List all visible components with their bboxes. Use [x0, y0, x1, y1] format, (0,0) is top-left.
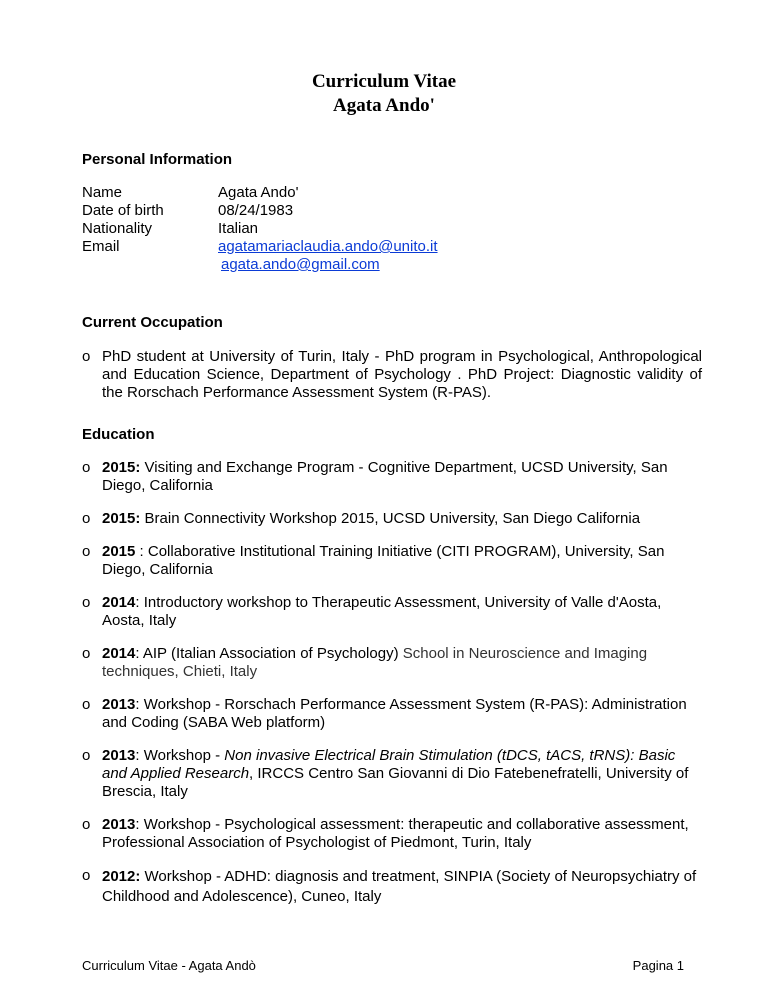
education-year: 2015 [102, 543, 136, 560]
education-text: Visiting and Exchange Program - Cognitive Department, UCSD University, San Diego, California [102, 459, 668, 494]
education-text: Workshop - ADHD: diagnosis and treatment, SINPIA (Society of Neuropsychiatry of Childhood and Adolescence), Cuneo, Italy [102, 868, 697, 905]
footer-left: Curriculum Vitae - Agata Andò [82, 958, 256, 973]
bullet-icon: o [82, 747, 91, 764]
bullet-icon: o [82, 594, 91, 611]
bullet-icon: o [82, 459, 91, 476]
bullet-icon: o [82, 348, 91, 365]
label-nationality: Nationality [82, 220, 153, 237]
document-subtitle-name: Agata Ando' [333, 95, 435, 116]
value-date-of-birth: 08/24/1983 [218, 202, 294, 219]
email-link-gmail[interactable]: agata.ando@gmail.com [221, 256, 380, 273]
occupation-text: PhD student at University of Turin, Italy - PhD program in Psychological, Anthropological and Education Science, Department of Psychology . PhD Project: Diagnostic validity of the Rorschach Performance Assessment System (R-PAS). [102, 348, 702, 401]
education-text: : Collaborative Institutional Training Initiative (CITI PROGRAM), University, San Diego, California [102, 543, 665, 578]
education-text: : Introductory workshop to Therapeutic Assessment, University of Valle d'Aosta, Aosta, Italy [102, 594, 662, 629]
bullet-icon: o [82, 816, 91, 833]
education-text: : Workshop - Psychological assessment: therapeutic and collaborative assessment, Professional Association of Psychologist of Piedmont, Turin, Italy [102, 816, 689, 851]
education-year: 2012: [102, 868, 141, 885]
footer-page-number: Pagina 1 [632, 958, 684, 973]
label-date-of-birth: Date of birth [82, 202, 164, 219]
education-text-continued: School in Neuroscience and Imaging techniques, Chieti, Italy [102, 645, 648, 680]
current-occupation-heading: Current Occupation [82, 314, 223, 331]
bullet-icon: o [82, 645, 91, 662]
personal-values [218, 184, 438, 274]
education-text: Brain Connectivity Workshop 2015, UCSD University, San Diego California [140, 510, 641, 527]
value-nationality: Italian [218, 220, 259, 237]
bullet-icon: o [82, 543, 91, 560]
personal-information-heading: Personal Information [82, 151, 233, 168]
label-email: Email [82, 238, 120, 255]
bullet-icon: o [82, 867, 91, 884]
education-year: 2014 [102, 594, 136, 611]
education-year: 2013 [102, 747, 136, 764]
education-text-continued: , IRCCS Centro San Giovanni di Dio Fatebenefratelli, University of Brescia, Italy [102, 765, 689, 800]
education-year: 2013 [102, 696, 136, 713]
education-year: 2015: [102, 510, 141, 527]
education-text: : AIP (Italian Association of Psychology) [135, 645, 403, 662]
education-year: 2014 [102, 645, 136, 662]
education-heading: Education [82, 426, 155, 443]
education-text: : Workshop - Rorschach Performance Assessment System (R-PAS): Administration and Coding (SABA Web platform) [102, 696, 687, 731]
personal-labels [82, 184, 164, 256]
education-year: 2013 [102, 816, 136, 833]
document-title: Curriculum Vitae [311, 71, 457, 92]
education-year: 2015: [102, 459, 141, 476]
education-text: : Workshop - [135, 747, 225, 764]
bullet-icon: o [82, 510, 91, 527]
value-name: Agata Ando' [218, 184, 299, 201]
email-link-unito[interactable]: agatamariaclaudia.ando@unito.it [218, 238, 438, 255]
education-text-italic: Non invasive Electrical Brain Stimulation (tDCS, tACS, tRNS): Basic and Applied Research [102, 747, 676, 782]
label-name: Name [82, 184, 123, 201]
bullet-icon: o [82, 696, 91, 713]
